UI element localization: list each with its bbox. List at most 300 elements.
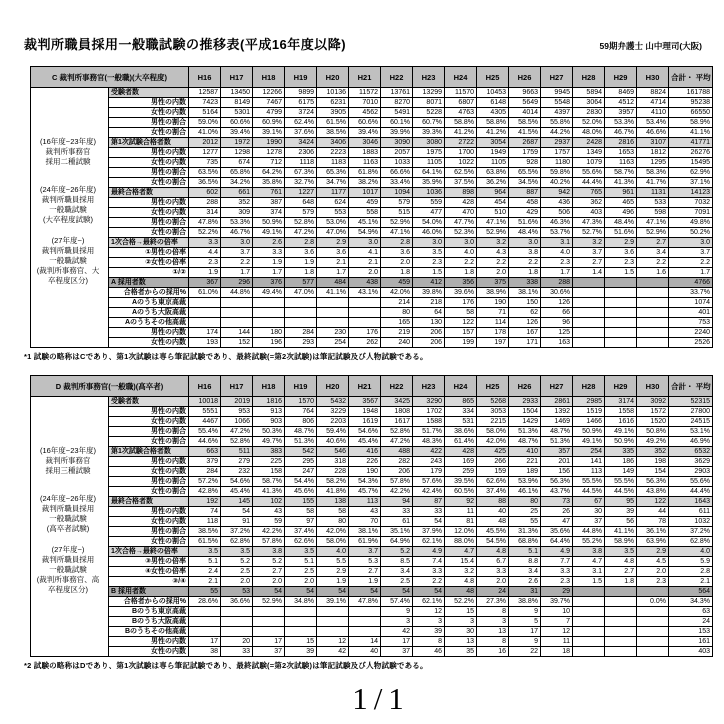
value-cell: 49.2% [637, 437, 669, 447]
value-cell: 56.3% [637, 477, 669, 487]
value-cell: 44.5% [605, 487, 637, 497]
value-cell: 1.9 [349, 577, 381, 587]
value-cell: 54.0% [413, 218, 445, 228]
value-cell: 44.6% [189, 437, 221, 447]
value-cell: 296 [221, 278, 253, 288]
value-cell: 2526 [669, 338, 713, 348]
row-label-cell: 女性の割合 [109, 178, 189, 188]
column-header: H19 [285, 376, 317, 397]
value-cell: 3.5 [189, 547, 221, 557]
value-cell: 3.7 [349, 547, 381, 557]
value-cell: 6175 [285, 98, 317, 108]
value-cell: 1.9 [317, 577, 349, 587]
value-cell: 44.2% [541, 128, 573, 138]
value-cell: 488 [381, 447, 413, 457]
value-cell: 4766 [669, 278, 713, 288]
value-cell: 42 [381, 627, 413, 637]
value-cell [573, 587, 605, 597]
value-cell: 3092 [637, 397, 669, 407]
value-cell [349, 308, 381, 318]
value-cell: 4.8 [605, 557, 637, 567]
value-cell: 1.5 [605, 268, 637, 278]
value-cell: 284 [189, 467, 221, 477]
value-cell: 5.2 [381, 547, 413, 557]
value-cell: 3.0 [509, 238, 541, 248]
column-header: H30 [637, 376, 669, 397]
value-cell: 3090 [381, 138, 413, 148]
page-indicator: 1/1 [352, 681, 410, 716]
value-cell: 6231 [317, 98, 349, 108]
table-row [31, 487, 713, 497]
table-row [31, 288, 713, 298]
value-cell: 7010 [349, 98, 381, 108]
row-label-cell: 女性の割合 [109, 437, 189, 447]
value-cell: 58.9% [605, 537, 637, 547]
table-row [31, 218, 713, 228]
value-cell: 5548 [541, 98, 573, 108]
value-cell: 58.2% [317, 477, 349, 487]
value-cell: 169 [445, 457, 477, 467]
row-label-cell: 男性の内数 [109, 407, 189, 417]
value-cell: 153 [669, 627, 713, 637]
value-cell: 150 [509, 298, 541, 308]
value-cell: 62.6% [285, 537, 317, 547]
column-header: H21 [349, 376, 381, 397]
value-cell: 58.8% [445, 118, 477, 128]
table-row [31, 517, 713, 527]
value-cell [605, 587, 637, 597]
value-cell: 41.8% [317, 487, 349, 497]
value-cell: 152 [221, 338, 253, 348]
value-cell: 65.3% [317, 168, 349, 178]
value-cell: 59.8% [541, 168, 573, 178]
value-cell: 266 [477, 457, 509, 467]
value-cell: 138 [317, 497, 349, 507]
row-label-cell: 女性の割合 [109, 487, 189, 497]
value-cell: 318 [317, 457, 349, 467]
value-cell: 1392 [541, 407, 573, 417]
value-cell: 44.8% [221, 288, 253, 298]
value-cell: 1429 [509, 417, 541, 427]
row-label-cell: ④女性の倍率 [109, 567, 189, 577]
value-cell: 30 [445, 627, 477, 637]
value-cell: 66.6% [381, 168, 413, 178]
value-cell: 9 [509, 607, 541, 617]
value-cell: 47.2% [221, 427, 253, 437]
value-cell: 648 [285, 198, 317, 208]
value-cell: 48.4% [605, 218, 637, 228]
value-cell: 4.3 [477, 248, 509, 258]
value-cell: 4467 [189, 417, 221, 427]
value-cell: 45.1% [349, 218, 381, 228]
value-cell: 38.5% [317, 128, 349, 138]
value-cell: 55.6% [573, 168, 605, 178]
value-cell: 13761 [381, 88, 413, 98]
value-cell: 9 [381, 607, 413, 617]
value-cell: 1466 [573, 417, 605, 427]
value-cell: 61.8% [349, 168, 381, 178]
value-cell: 2223 [317, 148, 349, 158]
column-header: H28 [573, 376, 605, 397]
value-cell: 2933 [509, 397, 541, 407]
value-cell: 41.1% [605, 527, 637, 537]
value-cell: 24515 [669, 417, 713, 427]
value-cell: 2.0 [381, 258, 413, 268]
value-cell: 1163 [605, 158, 637, 168]
value-cell: 2.5 [221, 567, 253, 577]
value-cell: 496 [605, 208, 637, 218]
row-label-cell: 男性の内数 [109, 457, 189, 467]
value-cell: 262 [349, 338, 381, 348]
value-cell: 1.8 [381, 268, 413, 278]
value-cell: 1643 [669, 497, 713, 507]
value-cell: 8270 [381, 98, 413, 108]
value-cell: 11570 [445, 88, 477, 98]
value-cell: 2215 [477, 417, 509, 427]
value-cell: 8149 [221, 98, 253, 108]
value-cell: 48.7% [541, 427, 573, 437]
value-cell: 387 [253, 198, 285, 208]
value-cell: 2.4 [189, 567, 221, 577]
value-cell: 58.7% [253, 477, 285, 487]
value-cell: 38.8% [509, 597, 541, 607]
table-row [31, 318, 713, 328]
column-header: H24 [445, 376, 477, 397]
value-cell: 17 [253, 637, 285, 647]
value-cell [317, 617, 349, 627]
value-cell: 63.9% [637, 537, 669, 547]
value-cell: 2428 [573, 138, 605, 148]
row-label-cell: 女性の内数 [109, 108, 189, 118]
value-cell: 62.4% [285, 118, 317, 128]
value-cell: 51.6% [509, 218, 541, 228]
value-cell: 5.1 [285, 557, 317, 567]
value-cell: 12.0% [445, 527, 477, 537]
column-header: H29 [605, 67, 637, 88]
value-cell: 51.6% [605, 228, 637, 238]
value-cell: 53.3% [605, 118, 637, 128]
footnote-2: *2 試験の略称はDであり、第1次試験は専ら筆記試験であり、最終試験(=第2次試験)は筆記試験及び人物試験である。 [24, 661, 428, 670]
value-cell [637, 278, 669, 288]
value-cell: 47.8% [349, 597, 381, 607]
value-cell: 232 [221, 467, 253, 477]
value-cell: 2.2 [445, 258, 477, 268]
column-header: H16 [189, 67, 221, 88]
value-cell: 27800 [669, 407, 713, 417]
row-label-cell: Bのうちその他高裁 [109, 627, 189, 637]
value-cell: 5.3 [349, 557, 381, 567]
value-cell: 9899 [285, 88, 317, 98]
value-cell [637, 637, 669, 647]
value-cell [285, 298, 317, 308]
value-cell: 1469 [541, 417, 573, 427]
value-cell: 66550 [669, 108, 713, 118]
value-cell: 62.8% [221, 537, 253, 547]
value-cell: 12 [317, 637, 349, 647]
value-cell: 735 [189, 158, 221, 168]
value-cell: 80 [381, 308, 413, 318]
value-cell: 58.5% [509, 118, 541, 128]
value-cell: 125 [541, 328, 573, 338]
value-cell: 95 [605, 497, 637, 507]
value-cell: 3054 [477, 138, 509, 148]
value-cell: 53 [221, 587, 253, 597]
value-cell [573, 338, 605, 348]
value-cell: 52.2% [445, 597, 477, 607]
value-cell [285, 308, 317, 318]
value-cell: 428 [445, 447, 477, 457]
value-cell: 3046 [349, 138, 381, 148]
value-cell: 47.1% [637, 218, 669, 228]
value-cell: 190 [349, 467, 381, 477]
value-cell: 221 [509, 457, 541, 467]
value-cell: 37.2% [669, 527, 713, 537]
value-cell: 579 [381, 198, 413, 208]
value-cell: 39.6% [445, 288, 477, 298]
value-cell: 161 [669, 637, 713, 647]
value-cell: 59.0% [189, 118, 221, 128]
year-group-label: (24年度~26年度) 裁判所職員採用 一般職試験 (高卒者試験) [39, 494, 97, 534]
value-cell: 47.2% [285, 228, 317, 238]
value-cell: 1702 [413, 407, 445, 417]
value-cell: 3.0 [413, 238, 445, 248]
value-cell: 4.0 [541, 248, 573, 258]
value-cell: 338 [509, 278, 541, 288]
value-cell: 412 [413, 278, 445, 288]
value-cell: 206 [413, 328, 445, 338]
value-cell: 4.4 [189, 248, 221, 258]
value-cell: 2203 [317, 417, 349, 427]
table-row [31, 258, 713, 268]
value-cell [605, 288, 637, 298]
header-row [31, 67, 713, 88]
value-cell: 712 [253, 158, 285, 168]
value-cell: 37.9% [413, 527, 445, 537]
table-row [31, 108, 713, 118]
value-cell: 3.2 [573, 238, 605, 248]
value-cell: 1295 [637, 158, 669, 168]
value-cell: 1.8 [445, 268, 477, 278]
value-cell: 376 [253, 278, 285, 288]
value-cell: 10 [541, 607, 573, 617]
value-cell: 553 [317, 208, 349, 218]
value-cell: 1.7 [541, 268, 573, 278]
value-cell: 243 [413, 457, 445, 467]
column-header: H18 [253, 67, 285, 88]
value-cell [349, 318, 381, 328]
column-header: H21 [349, 67, 381, 88]
value-cell: 26 [541, 507, 573, 517]
value-cell: 1298 [221, 148, 253, 158]
value-cell: 55.4% [189, 427, 221, 437]
value-cell [573, 308, 605, 318]
table-row [31, 567, 713, 577]
value-cell: 50.9% [605, 437, 637, 447]
row-label-cell: 受験者数 [109, 397, 189, 407]
value-cell: 674 [221, 158, 253, 168]
value-cell: 2.1 [669, 577, 713, 587]
value-cell: 1572 [637, 407, 669, 417]
value-cell: 165 [381, 318, 413, 328]
value-cell: 383 [253, 447, 285, 457]
year-range-group-cell [31, 88, 109, 348]
value-cell: 34.2% [221, 178, 253, 188]
row-label-cell: A 採用者数 [109, 278, 189, 288]
value-cell: 15495 [669, 158, 713, 168]
value-cell: 4512 [605, 98, 637, 108]
value-cell: 1.7 [253, 268, 285, 278]
value-cell: 953 [221, 407, 253, 417]
value-cell: 3.2 [477, 238, 509, 248]
value-cell: 39 [605, 507, 637, 517]
value-cell: 22 [509, 647, 541, 657]
value-cell: 2.0 [477, 577, 509, 587]
row-label-cell: 男性の割合 [109, 527, 189, 537]
value-cell: 26276 [669, 148, 713, 158]
value-cell [253, 617, 285, 627]
value-cell: 5164 [189, 108, 221, 118]
value-cell: 3290 [413, 397, 445, 407]
value-cell: 3.4 [637, 248, 669, 258]
value-cell: 2.3 [541, 258, 573, 268]
row-label-cell: ①/② [109, 268, 189, 278]
value-cell: 41.3% [253, 487, 285, 497]
value-cell: 34.8% [285, 597, 317, 607]
value-cell [189, 627, 221, 637]
value-cell: 247 [285, 467, 317, 477]
value-cell: 40.2% [541, 178, 573, 188]
value-cell: 3.3 [413, 567, 445, 577]
value-cell: 80 [317, 517, 349, 527]
value-cell: 3107 [637, 138, 669, 148]
value-cell: 38.2% [349, 178, 381, 188]
value-cell: 53.4% [637, 118, 669, 128]
value-cell: 13450 [221, 88, 253, 98]
value-cell [573, 627, 605, 637]
value-cell: 56.3% [541, 477, 573, 487]
value-cell: 36.1% [637, 527, 669, 537]
value-cell: 42.0% [317, 527, 349, 537]
value-cell: 43.8% [637, 487, 669, 497]
value-cell: 38.9% [477, 288, 509, 298]
table-row [31, 627, 713, 637]
value-cell: 624 [317, 198, 349, 208]
value-cell: 6.7 [477, 557, 509, 567]
value-cell [349, 627, 381, 637]
value-cell: 2861 [541, 397, 573, 407]
value-cell: 2937 [541, 138, 573, 148]
value-cell: 189 [509, 467, 541, 477]
value-cell: 903 [253, 417, 285, 427]
value-cell: 58.0% [317, 537, 349, 547]
value-cell [573, 328, 605, 338]
value-cell: 58 [445, 308, 477, 318]
value-cell: 66 [541, 308, 573, 318]
value-cell: 13299 [413, 88, 445, 98]
value-cell: 52315 [669, 397, 713, 407]
value-cell: 3053 [477, 407, 509, 417]
value-cell: 511 [221, 447, 253, 457]
column-header: H20 [317, 67, 349, 88]
value-cell [605, 278, 637, 288]
value-cell [349, 607, 381, 617]
value-cell [317, 318, 349, 328]
value-cell: 1.8 [285, 268, 317, 278]
value-cell: 33.4% [381, 178, 413, 188]
row-label-cell: 男性の内数 [109, 198, 189, 208]
value-cell: 611 [669, 507, 713, 517]
value-cell: 37 [253, 647, 285, 657]
value-cell: 352 [221, 198, 253, 208]
value-cell: 1079 [573, 158, 605, 168]
value-cell: 70 [349, 517, 381, 527]
value-cell: 60.7% [413, 118, 445, 128]
value-cell: 87 [413, 497, 445, 507]
value-cell: 1972 [221, 138, 253, 148]
value-cell: 57.8% [253, 537, 285, 547]
value-cell [221, 298, 253, 308]
value-cell: 2.5 [381, 577, 413, 587]
value-cell: 196 [253, 338, 285, 348]
value-cell: 1177 [317, 188, 349, 198]
column-header: H27 [541, 376, 573, 397]
value-cell [573, 278, 605, 288]
value-cell: 55.6% [669, 477, 713, 487]
value-cell: 67.3% [285, 168, 317, 178]
column-header-total: 合計・ 平均 [669, 67, 713, 88]
value-cell [637, 318, 669, 328]
value-cell: 3 [477, 617, 509, 627]
table-row [31, 467, 713, 477]
value-cell: 428 [445, 198, 477, 208]
value-cell: 602 [189, 188, 221, 198]
value-cell: 42.2% [381, 487, 413, 497]
value-cell [317, 607, 349, 617]
value-cell: 62.1% [413, 597, 445, 607]
value-cell: 3424 [285, 138, 317, 148]
value-cell: 49.1% [573, 437, 605, 447]
table-row [31, 427, 713, 437]
value-cell: 3.6 [317, 248, 349, 258]
value-cell: 141 [573, 457, 605, 467]
table-c-general-university-level [30, 66, 713, 348]
row-label-cell: 1次合格→最終の倍率 [109, 238, 189, 248]
table-row [31, 268, 713, 278]
value-cell: 4.9 [413, 547, 445, 557]
header-row [31, 376, 713, 397]
value-cell: 48.0% [573, 128, 605, 138]
table-row [31, 497, 713, 507]
value-cell: 30 [573, 507, 605, 517]
value-cell: 55.5% [573, 477, 605, 487]
value-cell: 6532 [669, 447, 713, 457]
value-cell: 63.5% [189, 168, 221, 178]
value-cell: 60.5% [445, 487, 477, 497]
value-cell [285, 627, 317, 637]
value-cell: 5 [509, 617, 541, 627]
value-cell: 438 [349, 278, 381, 288]
value-cell [349, 298, 381, 308]
value-cell: 4014 [509, 108, 541, 118]
column-header: H26 [509, 67, 541, 88]
value-cell: 118 [189, 517, 221, 527]
year-range-group-cell [31, 397, 109, 657]
value-cell: 39.9% [381, 128, 413, 138]
value-cell: 7423 [189, 98, 221, 108]
value-cell: 54 [413, 587, 445, 597]
author-credit: 59期弁護士 山中理司(大阪) [599, 41, 702, 51]
value-cell: 155 [285, 497, 317, 507]
